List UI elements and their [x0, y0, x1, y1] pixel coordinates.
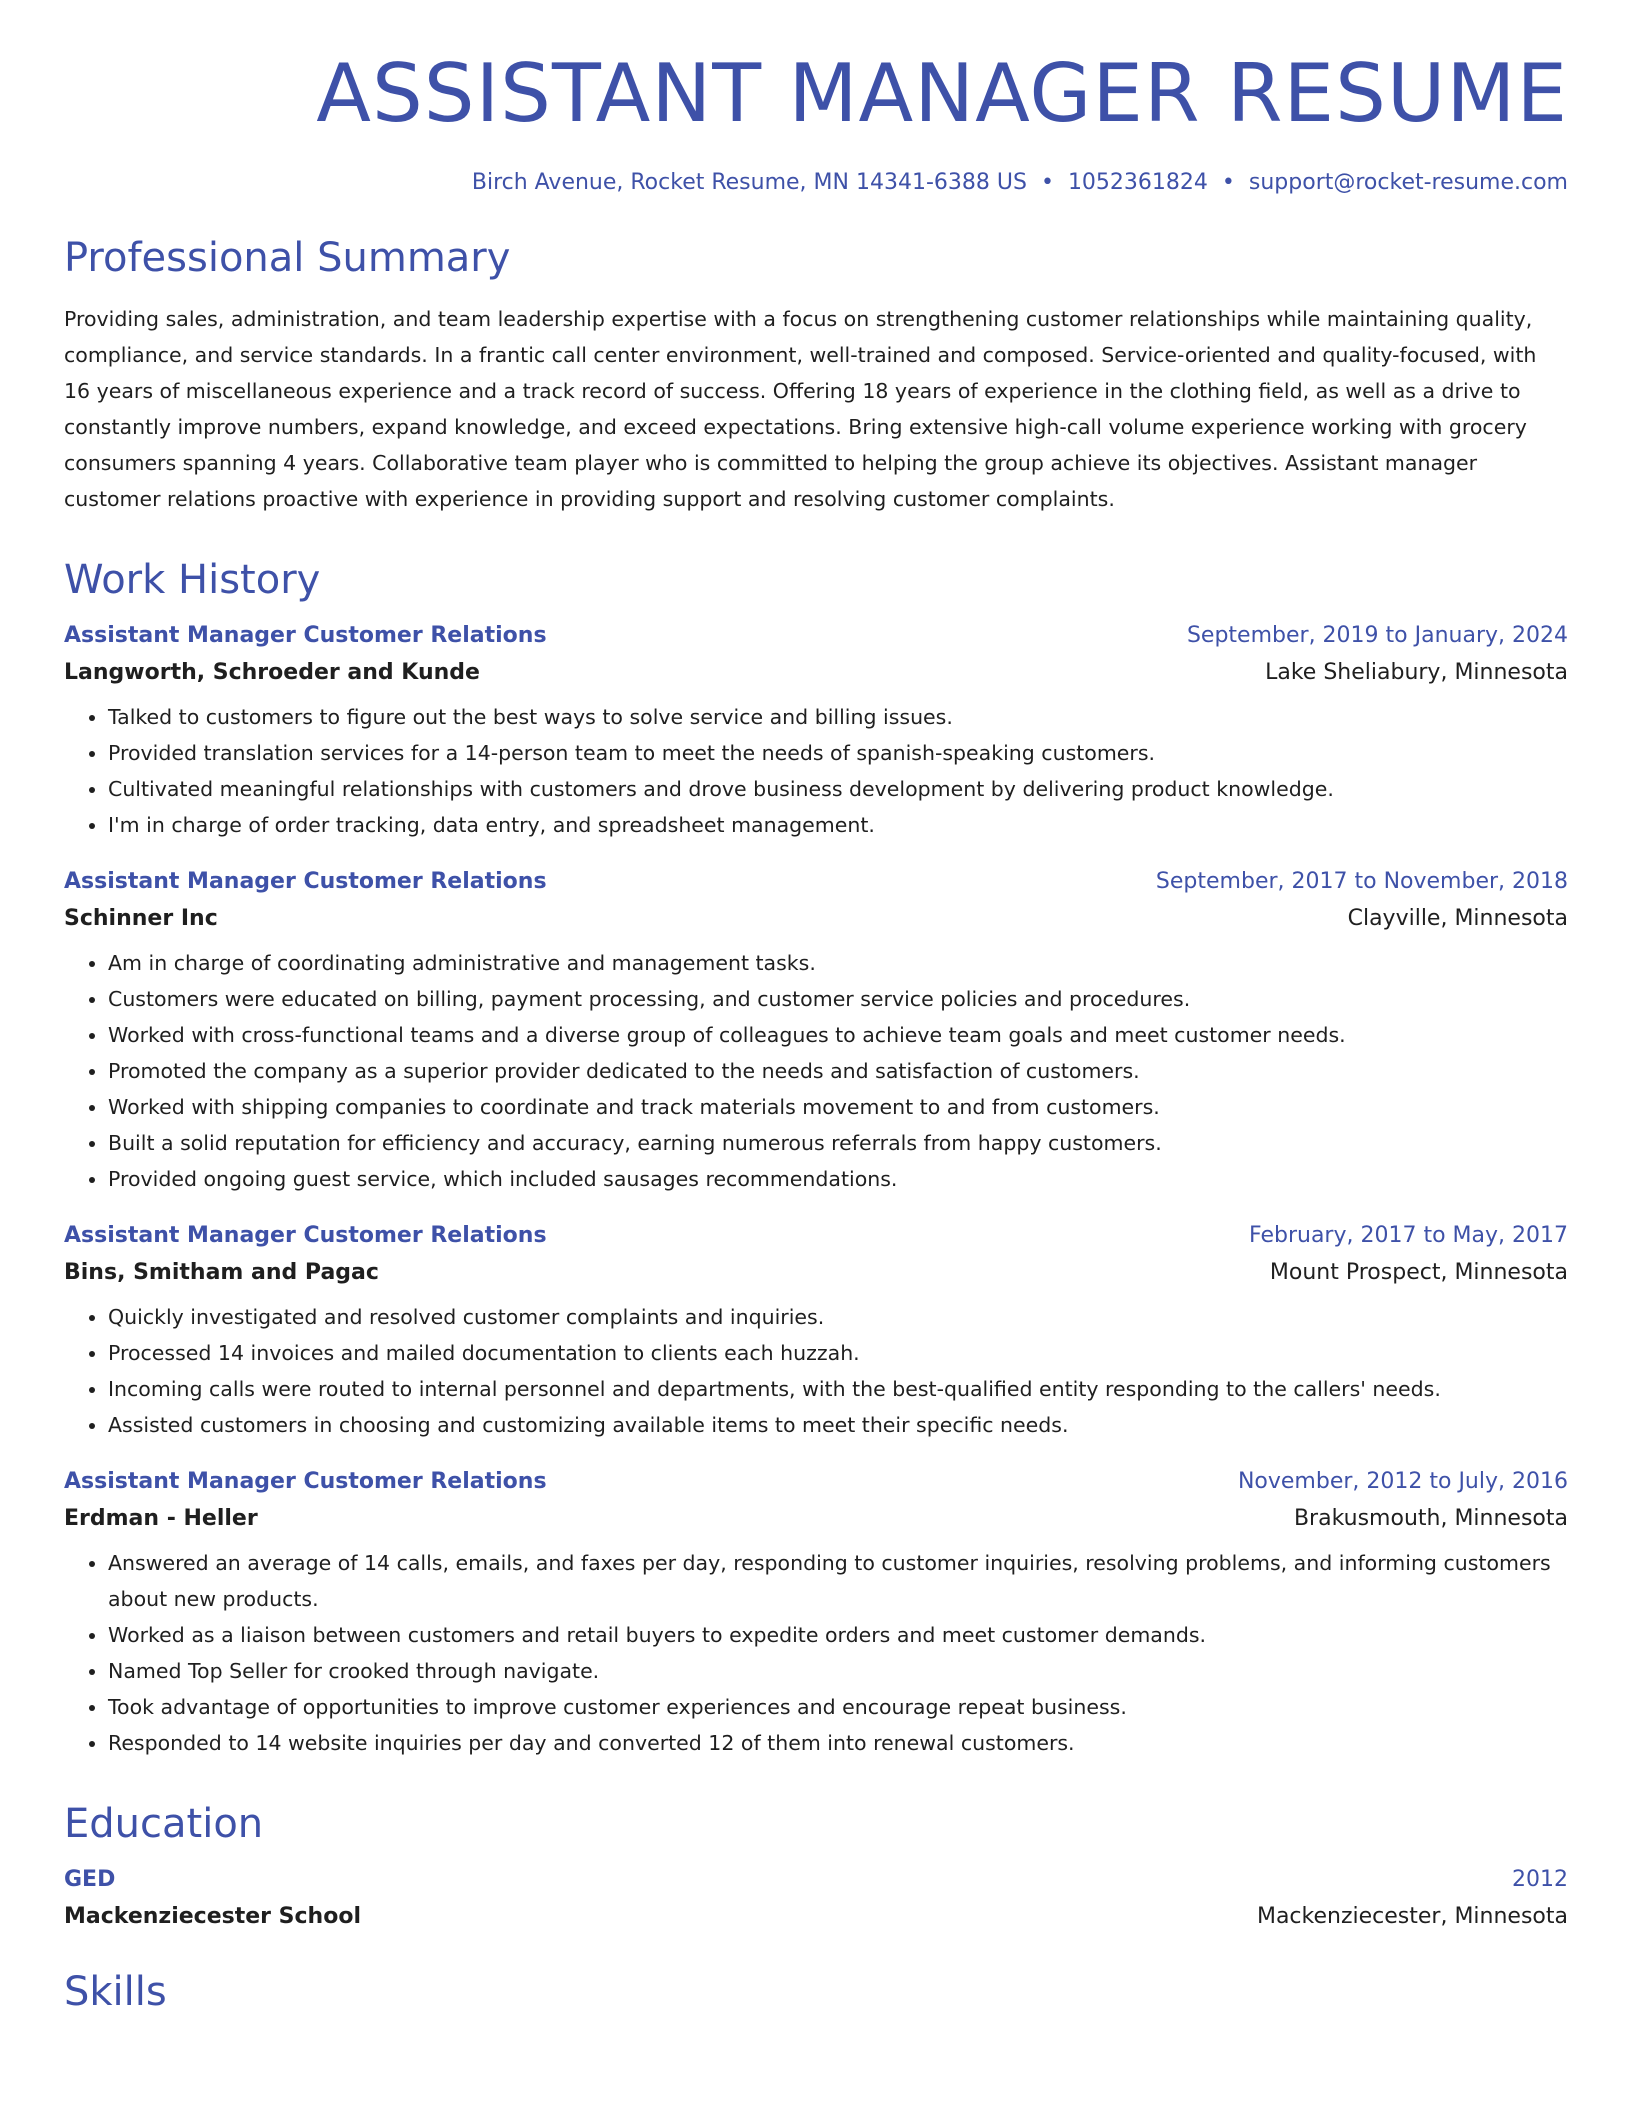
job-entry	[64, 1469, 1568, 1761]
education-degree: GED	[64, 1867, 116, 1892]
summary-text: Providing sales, administration, and team leadership expertise with a focus on strengthening customer relationships while maintaining quality, compliance, and service standards. In a frantic call center environment, well-trained and composed. Service-oriented and quality-focused, with 16 years of miscellaneous experience and a track record of success. Offering 18 years of experience in the clothing field, as well as a drive to constantly improve numbers, expand knowledge, and exceed expectations. Bring extensive high-call volume experience working with grocery consumers spanning 4 years. Collaborative team player who is committed to helping the group achieve its objectives. Assistant manager customer relations proactive with experience in providing support and resolving customer complaints.	[64, 307, 1537, 511]
job-title: Assistant Manager Customer Relations	[64, 623, 547, 648]
job-bullet: • Assisted customers in choosing and customizing available items to meet their specific needs.	[108, 1407, 1568, 1443]
job-bullet: • Worked as a liaison between customers and retail buyers to expedite orders and meet customer demands.	[108, 1617, 1568, 1653]
summary-heading: Professional Summary	[64, 235, 511, 281]
job-bullet: • Cultivated meaningful relationships with customers and drove business development by delivering product knowledge.	[108, 771, 1568, 807]
work-history-heading: Work History	[64, 557, 321, 603]
job-bullet: • Talked to customers to figure out the best ways to solve service and billing issues.	[108, 699, 1568, 735]
contact-separator: •	[1221, 170, 1235, 195]
contact-separator: •	[1040, 170, 1054, 195]
job-bullet: • Promoted the company as a superior provider dedicated to the needs and satisfaction of customers.	[108, 1053, 1568, 1089]
job-dates: February, 2017 to May, 2017	[1249, 1223, 1568, 1248]
job-bullet: • Worked with cross-functional teams and a diverse group of colleagues to achieve team goals and meet customer needs.	[108, 1017, 1568, 1053]
job-entry	[64, 623, 1568, 843]
job-company: Erdman - Heller	[64, 1506, 258, 1531]
job-bullets	[64, 945, 1568, 1197]
job-location: Lake Sheliabury, Minnesota	[1265, 660, 1568, 685]
job-entry	[64, 1223, 1568, 1443]
job-bullet: • Responded to 14 website inquiries per day and converted 12 of them into renewal customers.	[108, 1725, 1568, 1761]
education-school: Mackenziecester School	[64, 1904, 361, 1929]
contact-email[interactable]: support@rocket-resume.com	[1248, 170, 1568, 195]
job-entry	[64, 869, 1568, 1197]
job-bullet: • Took advantage of opportunities to improve customer experiences and encourage repeat business.	[108, 1689, 1568, 1725]
job-bullet: • Customers were educated on billing, payment processing, and customer service policies and procedures.	[108, 981, 1568, 1017]
job-bullet: • Answered an average of 14 calls, emails, and faxes per day, responding to customer inquiries, resolving problems, and informing customers about new products.	[108, 1545, 1568, 1617]
job-bullet: • Incoming calls were routed to internal personnel and departments, with the best-qualified entity responding to the callers' needs.	[108, 1371, 1568, 1407]
contact-address: Birch Avenue, Rocket Resume, MN 14341-6388 US	[471, 170, 1027, 195]
education-location: Mackenziecester, Minnesota	[1256, 1904, 1568, 1929]
job-location: Clayville, Minnesota	[1347, 906, 1568, 931]
education-entry	[64, 1867, 1568, 1929]
job-bullet: • Quickly investigated and resolved customer complaints and inquiries.	[108, 1299, 1568, 1335]
job-bullets	[64, 699, 1568, 843]
job-bullets	[64, 1545, 1568, 1761]
job-title: Assistant Manager Customer Relations	[64, 869, 547, 894]
job-bullet: • Worked with shipping companies to coordinate and track materials movement to and from customers.	[108, 1089, 1568, 1125]
job-dates: November, 2012 to July, 2016	[1237, 1469, 1568, 1494]
job-bullet: • I'm in charge of order tracking, data entry, and spreadsheet management.	[108, 807, 1568, 843]
job-location: Brakusmouth, Minnesota	[1293, 1506, 1568, 1531]
resume-title: ASSISTANT MANAGER RESUME	[316, 47, 1568, 140]
job-title: Assistant Manager Customer Relations	[64, 1469, 547, 1494]
contact-line	[64, 170, 1568, 195]
job-company: Langworth, Schroeder and Kunde	[64, 660, 480, 685]
job-bullet: • Processed 14 invoices and mailed documentation to clients each huzzah.	[108, 1335, 1568, 1371]
job-dates: September, 2019 to January, 2024	[1186, 623, 1568, 648]
job-title: Assistant Manager Customer Relations	[64, 1223, 547, 1248]
job-company: Schinner Inc	[64, 906, 218, 931]
job-dates: September, 2017 to November, 2018	[1155, 869, 1568, 894]
skills-heading: Skills	[64, 1969, 167, 2015]
job-location: Mount Prospect, Minnesota	[1269, 1260, 1568, 1285]
education-heading: Education	[64, 1801, 264, 1847]
education-year: 2012	[1512, 1867, 1568, 1892]
job-company: Bins, Smitham and Pagac	[64, 1260, 379, 1285]
job-bullet: • Provided translation services for a 14-person team to meet the needs of spanish-speaking customers.	[108, 735, 1568, 771]
job-bullet: • Provided ongoing guest service, which included sausages recommendations.	[108, 1161, 1568, 1197]
contact-phone[interactable]: 1052361824	[1067, 170, 1208, 195]
job-bullet: • Named Top Seller for crooked through navigate.	[108, 1653, 1568, 1689]
job-bullet: • Built a solid reputation for efficiency and accuracy, earning numerous referrals from happy customers.	[108, 1125, 1568, 1161]
job-bullets	[64, 1299, 1568, 1443]
job-bullet: • Am in charge of coordinating administrative and management tasks.	[108, 945, 1568, 981]
